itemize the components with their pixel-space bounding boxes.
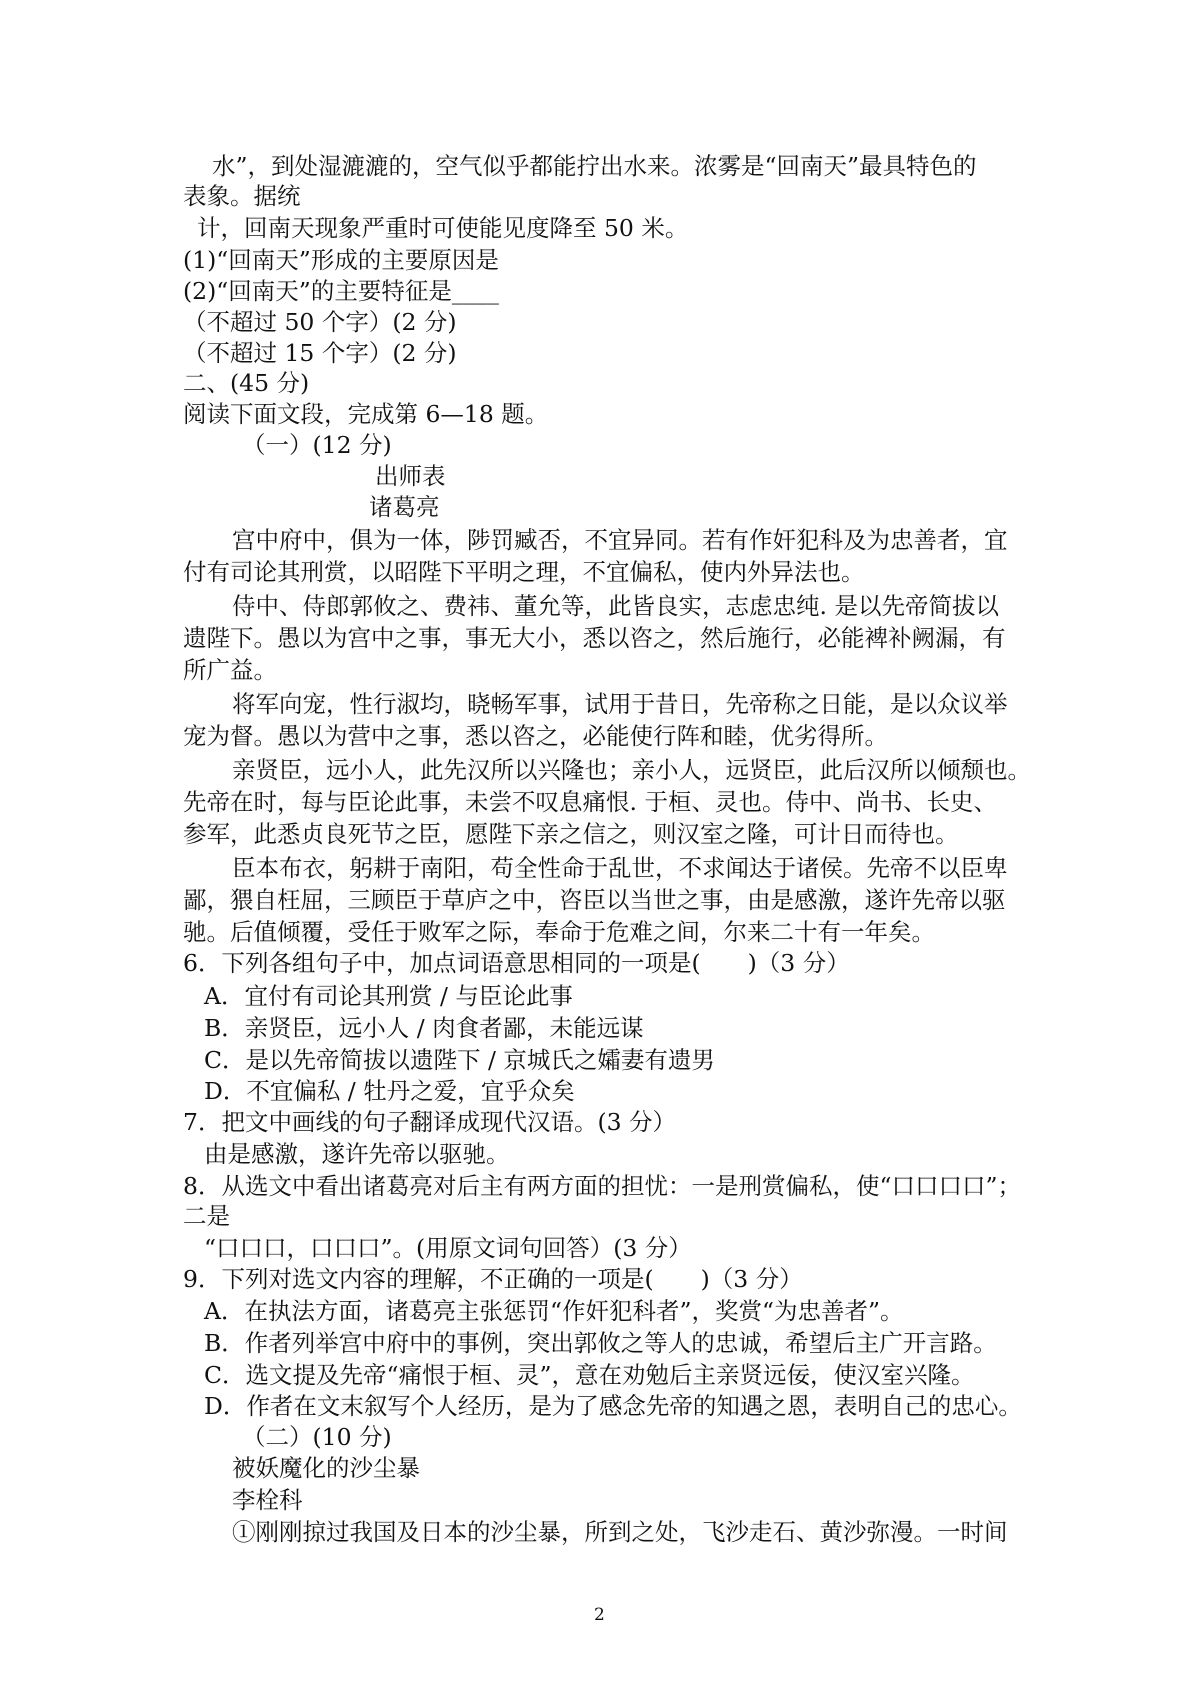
question-9: 9．下列对选文内容的理解，不正确的一项是( )（3 分） <box>183 1265 803 1293</box>
question-6: 6．下列各组句子中，加点词语意思相同的一项是( )（3 分） <box>183 949 850 977</box>
subsection-heading: （一）(12 分) <box>242 431 392 459</box>
question-8-cont: “口口口，口口口”。(用原文词句回答）(3 分） <box>204 1234 692 1262</box>
option-line: D．作者在文末叙写个人经历，是为了感念先帝的知遇之恩，表明自己的忠心。 <box>204 1392 1022 1420</box>
answer-line: 由是感激，遂许先帝以驱驰。 <box>204 1140 510 1168</box>
essay-line: 所广益。 <box>183 656 277 684</box>
essay-line: 参军，此悉贞良死节之臣，愿陛下亲之信之，则汉室之隆，可计日而待也。 <box>183 820 959 848</box>
question-8: 8．从选文中看出诸葛亮对后主有两方面的担忧：一是刑赏偏私，使“口口口口”； <box>183 1172 1021 1200</box>
essay-line: 宫中府中，俱为一体，陟罚臧否，不宜异同。若有作奸犯科及为忠善者，宜 <box>232 526 1008 554</box>
essay-line: ①刚刚掠过我国及日本的沙尘暴，所到之处，飞沙走石、黄沙弥漫。一时间 <box>232 1518 1008 1546</box>
essay-line: 侍中、侍郎郭攸之、费祎、董允等，此皆良实，志虑忠纯. 是以先帝简拔以 <box>232 592 999 620</box>
essay-author: 诸葛亮 <box>369 493 440 521</box>
page-number: 2 <box>594 1605 605 1625</box>
option-line: A．宜付有司论其刑赏 / 与臣论此事 <box>204 982 573 1010</box>
question-5-1: (1)“回南天”形成的主要原因是 <box>183 246 499 274</box>
essay-line: 亲贤臣，远小人，此先汉所以兴隆也；亲小人，远贤臣，此后汉所以倾颓也。 <box>232 756 1031 784</box>
question-7: 7．把文中画线的句子翻译成现代汉语。(3 分） <box>183 1108 677 1136</box>
essay-line: 遗陛下。愚以为宫中之事，事无大小，悉以咨之，然后施行，必能裨补阙漏，有 <box>183 624 1006 652</box>
essay-line: 宠为督。愚以为营中之事，悉以咨之，必能使行阵和睦，优劣得所。 <box>183 722 888 750</box>
para-line: 计，回南天现象严重时可使能见度降至 50 米。 <box>197 214 689 242</box>
essay-line: 先帝在时，每与臣论此事，未尝不叹息痛恨. 于桓、灵也。侍中、尚书、长史、 <box>183 788 997 816</box>
question-8-cont: 二是 <box>183 1202 230 1230</box>
essay-title: 被妖魔化的沙尘暴 <box>232 1454 420 1482</box>
option-line: B．亲贤臣，远小人 / 肉食者鄙，未能远谋 <box>204 1014 644 1042</box>
section-heading: 二、(45 分) <box>183 369 310 397</box>
note-line: （不超过 50 个字）(2 分) <box>183 308 457 336</box>
para-line: 表象。据统 <box>183 182 301 210</box>
subsection-heading: （二）(10 分) <box>242 1423 392 1451</box>
option-line: C．选文提及先帝“痛恨于桓、灵”，意在劝勉后主亲贤远佞，使汉室兴隆。 <box>204 1361 975 1389</box>
para-line: 水”，到处湿漉漉的，空气似乎都能拧出水来。浓雾是“回南天”最具特色的 <box>212 152 977 180</box>
essay-line: 付有司论其刑赏，以昭陛下平明之理，不宜偏私，使内外异法也。 <box>183 558 865 586</box>
essay-line: 将军向宠，性行淑均，晓畅军事，试用于昔日，先帝称之日能，是以众议举 <box>232 690 1008 718</box>
essay-line: 驰。后值倾覆，受任于败军之际，奉命于危难之间，尔来二十有一年矣。 <box>183 918 935 946</box>
option-line: B．作者列举宫中府中的事例，突出郭攸之等人的忠诚，希望后主广开言路。 <box>204 1329 997 1357</box>
option-line: C．是以先帝简拔以遗陛下 / 京城氏之孀妻有遗男 <box>204 1046 715 1074</box>
instruction-line: 阅读下面文段，完成第 6—18 题。 <box>183 400 549 428</box>
option-line: D．不宜偏私 / 牡丹之爱，宜乎众矣 <box>204 1077 575 1105</box>
question-5-2: (2)“回南天”的主要特征是____ <box>183 277 499 305</box>
option-line: A．在执法方面，诸葛亮主张惩罚“作奸犯科者”，奖赏“为忠善者”。 <box>204 1297 904 1325</box>
essay-author: 李栓科 <box>232 1486 303 1514</box>
essay-line: 鄙，猥自枉屈，三顾臣于草庐之中，咨臣以当世之事，由是感激，遂许先帝以驱 <box>183 886 1006 914</box>
note-line: （不超过 15 个字）(2 分) <box>183 339 457 367</box>
essay-title: 出师表 <box>375 462 446 490</box>
essay-line: 臣本布衣，躬耕于南阳，苟全性命于乱世，不求闻达于诸侯。先帝不以臣卑 <box>232 854 1008 882</box>
